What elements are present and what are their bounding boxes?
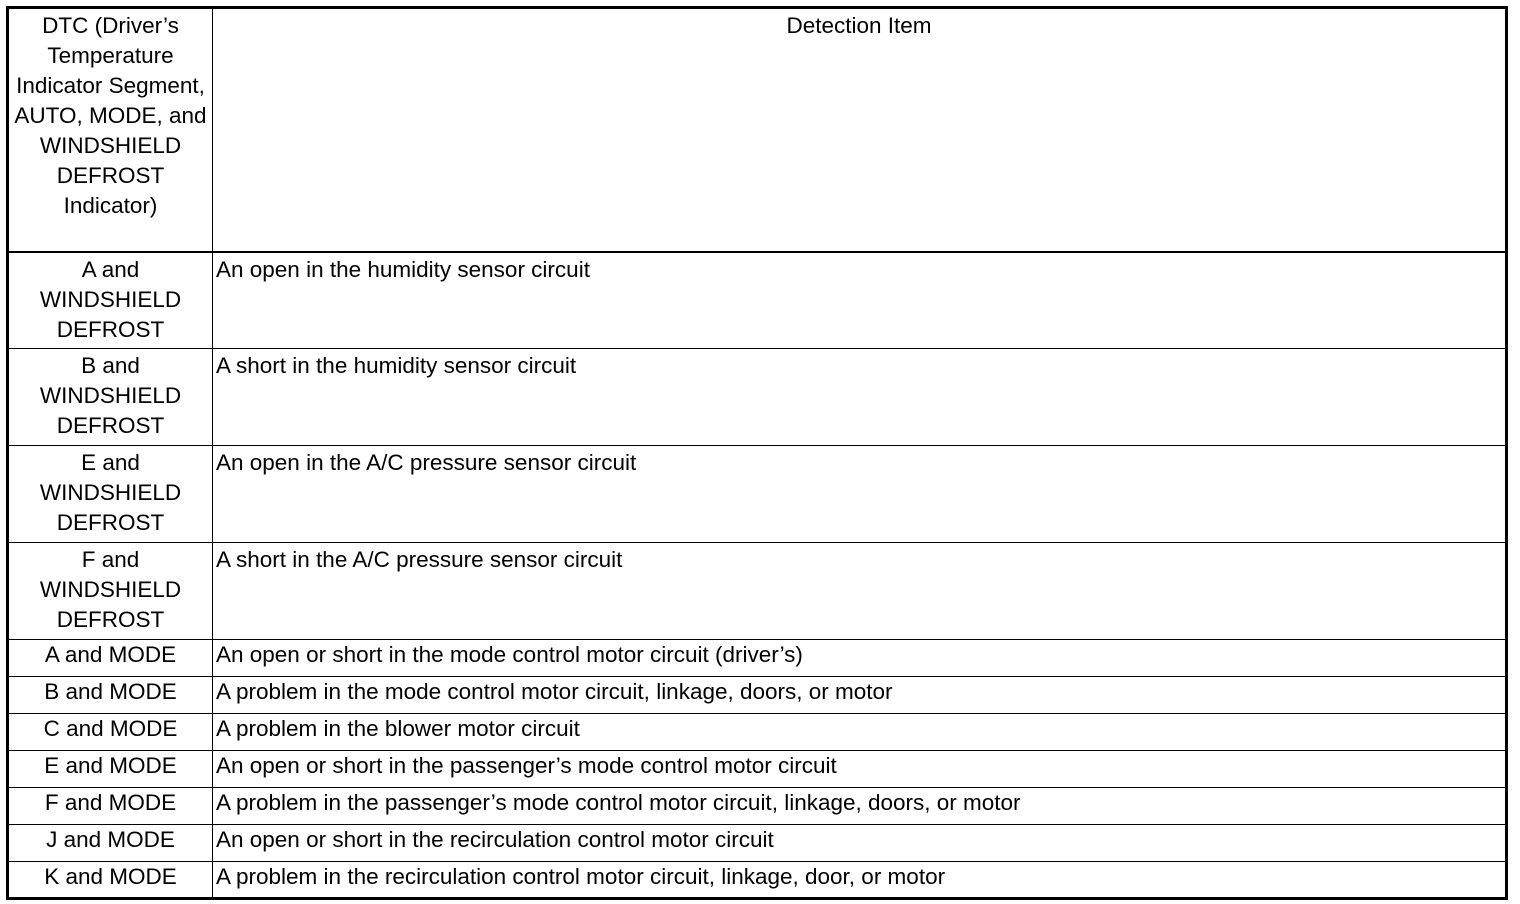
table-row	[8, 252, 1507, 349]
dtc-cell: E and MODE	[8, 751, 213, 788]
header-detection-item: Detection Item	[213, 8, 1507, 252]
detection-item-cell: An open or short in the mode control motor circuit (driver’s)	[213, 640, 1507, 677]
table-row	[8, 349, 1507, 446]
detection-item-cell: A short in the A/C pressure sensor circuit	[213, 543, 1507, 640]
dtc-cell: A and MODE	[8, 640, 213, 677]
table-row	[8, 677, 1507, 714]
dtc-cell: A and WINDSHIELD DEFROST	[8, 252, 213, 349]
detection-item-cell: A short in the humidity sensor circuit	[213, 349, 1507, 446]
table-row	[8, 446, 1507, 543]
detection-item-cell: An open or short in the passenger’s mode control motor circuit	[213, 751, 1507, 788]
table-row	[8, 640, 1507, 677]
table-row	[8, 862, 1507, 899]
table-row	[8, 714, 1507, 751]
dtc-cell: C and MODE	[8, 714, 213, 751]
detection-item-cell: A problem in the blower motor circuit	[213, 714, 1507, 751]
dtc-cell: J and MODE	[8, 825, 213, 862]
dtc-cell: B and WINDSHIELD DEFROST	[8, 349, 213, 446]
detection-item-cell: A problem in the mode control motor circuit, linkage, doors, or motor	[213, 677, 1507, 714]
header-row	[8, 8, 1507, 252]
dtc-cell: E and WINDSHIELD DEFROST	[8, 446, 213, 543]
dtc-cell: F and MODE	[8, 788, 213, 825]
dtc-cell: K and MODE	[8, 862, 213, 899]
detection-item-cell: A problem in the passenger’s mode control motor circuit, linkage, doors, or motor	[213, 788, 1507, 825]
detection-item-cell: An open in the A/C pressure sensor circuit	[213, 446, 1507, 543]
dtc-cell: F and WINDSHIELD DEFROST	[8, 543, 213, 640]
detection-item-cell: An open in the humidity sensor circuit	[213, 252, 1507, 349]
table-row	[8, 543, 1507, 640]
dtc-cell: B and MODE	[8, 677, 213, 714]
table-row	[8, 825, 1507, 862]
dtc-table	[6, 6, 1508, 900]
table-header	[8, 8, 1507, 252]
detection-item-cell: A problem in the recirculation control motor circuit, linkage, door, or motor	[213, 862, 1507, 899]
table-row	[8, 788, 1507, 825]
detection-item-cell: An open or short in the recirculation control motor circuit	[213, 825, 1507, 862]
table-body	[8, 252, 1507, 899]
header-dtc: DTC (Driver’s Temperature Indicator Segment, AUTO, MODE, and WINDSHIELD DEFROST Indicator)	[8, 8, 213, 252]
table-row	[8, 751, 1507, 788]
